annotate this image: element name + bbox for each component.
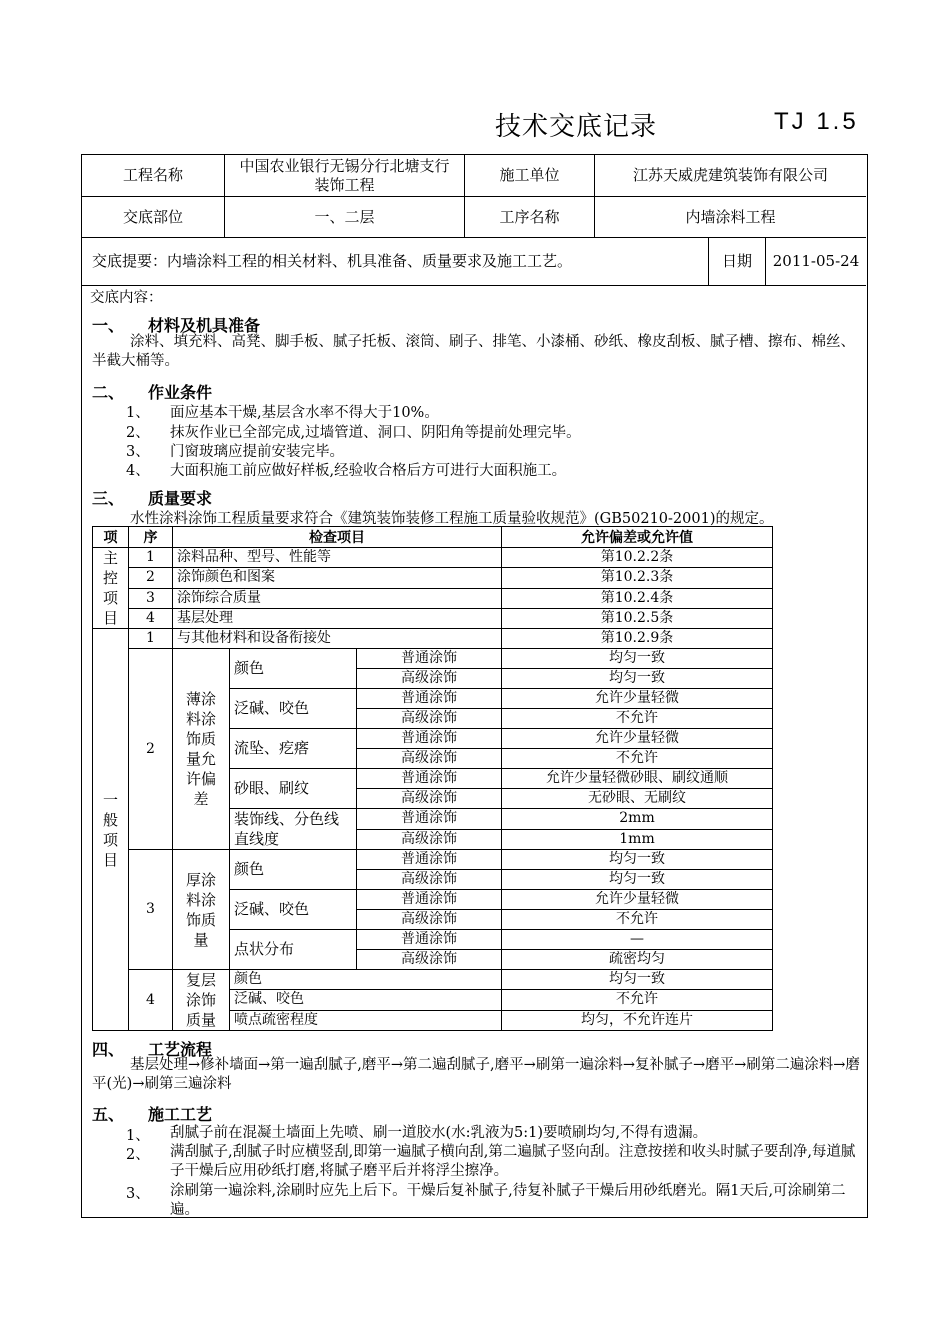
grade-cell: 普通涂饰 xyxy=(357,850,502,870)
section-2-number: 二、 xyxy=(92,383,125,402)
allow-value-cell: 第10.2.3条 xyxy=(502,568,773,588)
section-1-number: 一、 xyxy=(92,316,125,335)
date-label: 日期 xyxy=(709,238,766,286)
step-1-text: 刮腻子前在混凝土墙面上先喷、刷一道胶水(水:乳液为5:1)要喷刷均匀,不得有遗漏。 xyxy=(170,1125,708,1141)
location-label: 交底部位 xyxy=(82,197,225,238)
condition-4-text: 大面积施工前应做好样板,经验收合格后方可进行大面积施工。 xyxy=(170,463,567,479)
section-3-number: 三、 xyxy=(92,489,125,508)
thin-coating-category: 薄涂料涂饰质量允许偏差 xyxy=(173,649,230,850)
header-seq: 序 xyxy=(129,527,173,548)
grade-cell: 高级涂饰 xyxy=(357,950,502,970)
document-code: TJ 1.5 xyxy=(774,108,859,135)
process-value: 内墙涂料工程 xyxy=(595,197,866,238)
allow-value-cell: 1mm xyxy=(502,829,773,850)
allow-value-cell: 均匀一致 xyxy=(502,850,773,870)
table-row xyxy=(93,629,773,649)
seq-cell: 3 xyxy=(129,588,173,608)
allow-value-cell: 第10.2.4条 xyxy=(502,588,773,608)
sub-item-cell: 泛碱、咬色 xyxy=(230,890,357,930)
sub-item-cell: 颜色 xyxy=(230,850,357,890)
step-2-text: 满刮腻子,刮腻子时应横竖刮,即第一遍腻子横向刮,第二遍腻子竖向刮。注意按搓和收头时腻子要刮净,每道腻子干燥后应用砂纸打磨,将腻子磨平后并将浮尘擦净。 xyxy=(170,1144,856,1179)
sub-item-cell: 泛碱、咬色 xyxy=(230,990,502,1010)
general-items-label: 一般项目 xyxy=(93,629,129,1031)
allow-value-cell: — xyxy=(502,930,773,950)
check-item-cell: 与其他材料和设备衔接处 xyxy=(173,629,502,649)
condition-3-number: 3、 xyxy=(126,444,150,460)
sub-item-cell: 颜色 xyxy=(230,970,502,990)
sub-item-cell: 装饰线、分色线直线度 xyxy=(230,809,357,850)
allow-value-cell: 均匀一致 xyxy=(502,649,773,669)
seq-cell: 4 xyxy=(129,608,173,628)
allow-value-cell: 2mm xyxy=(502,809,773,830)
grade-cell: 高级涂饰 xyxy=(357,749,502,769)
sub-item-cell: 点状分布 xyxy=(230,930,357,970)
section-2-title: 作业条件 xyxy=(148,383,213,402)
contractor-label: 施工单位 xyxy=(465,155,595,197)
section-3-title: 质量要求 xyxy=(148,489,213,508)
project-label: 工程名称 xyxy=(82,155,225,197)
section-4-number: 四、 xyxy=(92,1040,125,1059)
content-label: 交底内容： xyxy=(90,290,163,306)
multilayer-coating-category: 复层涂饰质量 xyxy=(173,970,230,1031)
grade-cell: 高级涂饰 xyxy=(357,669,502,689)
grade-cell: 普通涂饰 xyxy=(357,809,502,830)
section-1-text: 涂料、填充料、高凳、脚手板、腻子托板、滚筒、刷子、排笔、小漆桶、砂纸、橡皮刮板、腻子槽、擦布、棉丝、半截大桶等。 xyxy=(92,334,855,369)
seq-cell: 2 xyxy=(129,568,173,588)
table-row xyxy=(93,568,773,588)
allow-value-cell: 第10.2.5条 xyxy=(502,608,773,628)
grade-cell: 普通涂饰 xyxy=(357,890,502,910)
contractor-value: 江苏天威虎建筑装饰有限公司 xyxy=(595,155,866,197)
thick-coating-category: 厚涂料涂饰质量 xyxy=(173,850,230,970)
allow-value-cell: 均匀，不允许连片 xyxy=(502,1010,773,1030)
section-5-number: 五、 xyxy=(92,1105,125,1124)
section-5-title: 施工工艺 xyxy=(148,1105,213,1124)
table-row xyxy=(93,608,773,628)
seq-cell: 2 xyxy=(129,649,173,850)
process-label: 工序名称 xyxy=(465,197,595,238)
header-check: 检查项目 xyxy=(173,527,502,548)
grade-cell: 普通涂饰 xyxy=(357,689,502,709)
table-header-row xyxy=(93,527,773,548)
grade-cell: 高级涂饰 xyxy=(357,709,502,729)
allow-value-cell: 允许少量轻微 xyxy=(502,729,773,749)
check-item-cell: 基层处理 xyxy=(173,608,502,628)
condition-2-text: 抹灰作业已全部完成,过墙管道、洞口、阴阳角等提前处理完毕。 xyxy=(170,425,581,441)
seq-cell: 1 xyxy=(129,548,173,568)
allow-value-cell: 均匀一致 xyxy=(502,669,773,689)
condition-2-number: 2、 xyxy=(126,425,150,441)
check-item-cell: 涂饰综合质量 xyxy=(173,588,502,608)
grade-cell: 高级涂饰 xyxy=(357,829,502,850)
grade-cell: 高级涂饰 xyxy=(357,870,502,890)
condition-1-number: 1、 xyxy=(126,405,150,421)
grade-cell: 普通涂饰 xyxy=(357,930,502,950)
allow-value-cell: 允许少量轻微 xyxy=(502,689,773,709)
allow-value-cell: 均匀一致 xyxy=(502,870,773,890)
allow-value-cell: 均匀一致 xyxy=(502,970,773,990)
allow-value-cell: 允许少量轻微 xyxy=(502,890,773,910)
step-1-number: 1、 xyxy=(126,1128,150,1144)
condition-1-text: 面应基本干燥,基层含水率不得大于10%。 xyxy=(170,405,439,421)
seq-cell: 3 xyxy=(129,850,173,970)
quality-intro: 水性涂料涂饰工程质量要求符合《建筑装饰装修工程施工质量验收规范》(GB50210-2001)的规定。 xyxy=(130,511,774,527)
document-title: 技术交底记录 xyxy=(495,112,658,142)
sub-item-cell: 砂眼、刷纹 xyxy=(230,769,357,809)
quality-table xyxy=(92,526,773,1031)
header-allow: 允许偏差或允许值 xyxy=(502,527,773,548)
sub-item-cell: 喷点疏密程度 xyxy=(230,1010,502,1030)
table-row xyxy=(93,649,773,669)
sub-item-cell: 颜色 xyxy=(230,649,357,689)
table-row xyxy=(93,850,773,870)
sub-item-cell: 流坠、疙瘩 xyxy=(230,729,357,769)
check-item-cell: 涂料品种、型号、性能等 xyxy=(173,548,502,568)
grade-cell: 普通涂饰 xyxy=(357,649,502,669)
allow-value-cell: 不允许 xyxy=(502,910,773,930)
grade-cell: 高级涂饰 xyxy=(357,789,502,809)
allow-value-cell: 第10.2.9条 xyxy=(502,629,773,649)
sub-item-cell: 泛碱、咬色 xyxy=(230,689,357,729)
table-row xyxy=(93,588,773,608)
header-item: 项 xyxy=(93,527,129,548)
condition-4-number: 4、 xyxy=(126,463,150,479)
allow-value-cell: 允许少量轻微砂眼、刷纹通顺 xyxy=(502,769,773,789)
allow-value-cell: 不允许 xyxy=(502,709,773,729)
allow-value-cell: 不允许 xyxy=(502,990,773,1010)
step-3-text: 涂刷第一遍涂料,涂刷时应先上后下。干燥后复补腻子,待复补腻子干燥后用砂纸磨光。隔1天后,可涂刷第二遍。 xyxy=(170,1183,846,1218)
step-2-number: 2、 xyxy=(126,1147,150,1163)
section-4-title: 工艺流程 xyxy=(148,1040,213,1059)
allow-value-cell: 疏密均匀 xyxy=(502,950,773,970)
process-flow-text: 基层处理→修补墙面→第一遍刮腻子,磨平→第二遍刮腻子,磨平→刷第一遍涂料→复补腻子→磨平→刷第二遍涂料→磨平(光)→刷第三遍涂料 xyxy=(92,1057,860,1092)
check-item-cell: 涂饰颜色和图案 xyxy=(173,568,502,588)
table-row xyxy=(93,970,773,990)
main-control-label: 主控项目 xyxy=(93,548,129,629)
summary: 交底提要：内墙涂料工程的相关材料、机具准备、质量要求及施工工艺。 xyxy=(82,238,709,286)
grade-cell: 高级涂饰 xyxy=(357,910,502,930)
section-1-title: 材料及机具准备 xyxy=(148,316,261,335)
allow-value-cell: 不允许 xyxy=(502,749,773,769)
date-value: 2011-05-24 xyxy=(766,238,866,286)
grade-cell: 普通涂饰 xyxy=(357,729,502,749)
allow-value-cell: 无砂眼、无刷纹 xyxy=(502,789,773,809)
step-3-number: 3、 xyxy=(126,1186,150,1202)
condition-3-text: 门窗玻璃应提前安装完毕。 xyxy=(170,444,344,460)
allow-value-cell: 第10.2.2条 xyxy=(502,548,773,568)
seq-cell: 4 xyxy=(129,970,173,1031)
seq-cell: 1 xyxy=(129,629,173,649)
table-row xyxy=(93,548,773,568)
project-value: 中国农业银行无锡分行北塘支行装饰工程 xyxy=(225,155,465,197)
location-value: 一、二层 xyxy=(225,197,465,238)
grade-cell: 普通涂饰 xyxy=(357,769,502,789)
